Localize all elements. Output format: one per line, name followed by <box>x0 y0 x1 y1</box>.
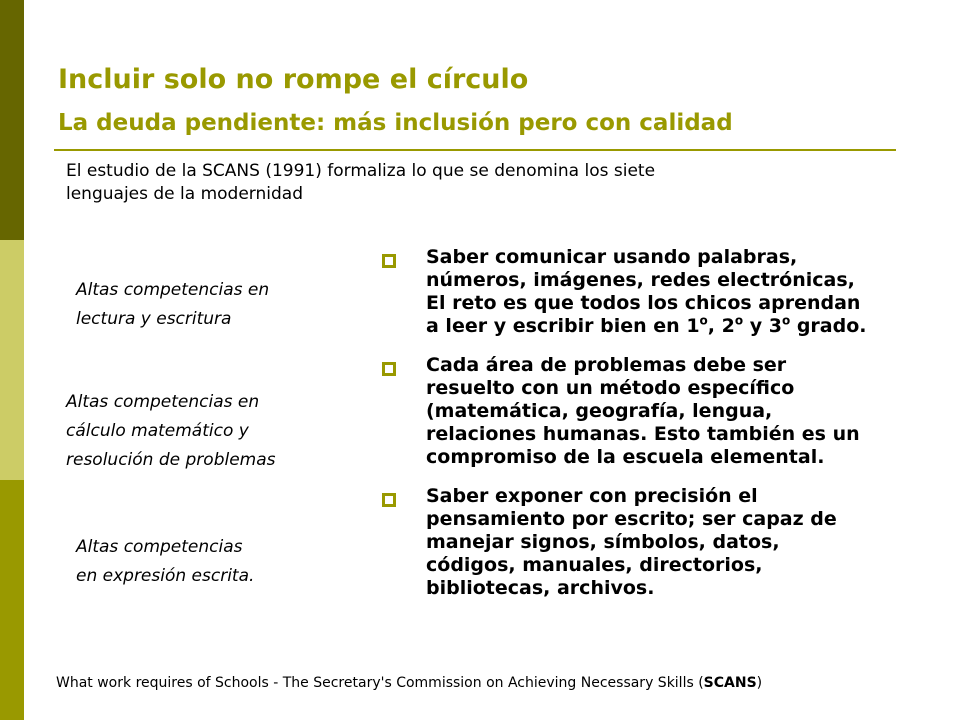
bullet-line: Saber exponer con precisión el <box>426 485 758 507</box>
bullet-problemas <box>370 354 940 469</box>
competencia-line: Altas competencias en <box>76 280 270 300</box>
bullet-list <box>370 246 940 616</box>
citation-text: What work requires of Schools - The Secretary's Commission on Achieving Necessary Skills ( <box>56 675 704 691</box>
slide-subtitle: La deuda pendiente: más inclusión pero con calidad <box>58 110 733 136</box>
competencia-line: lectura y escritura <box>76 309 232 329</box>
ordinal-mark: o <box>734 313 744 328</box>
competencia-line: Altas competencias <box>76 537 243 557</box>
bullet-line: Saber comunicar usando palabras, <box>426 246 798 268</box>
competencia-calculo <box>66 388 276 475</box>
title-divider <box>54 149 896 151</box>
bullet-line: resuelto con un método específico <box>426 377 795 399</box>
citation-acronym: SCANS <box>703 675 757 691</box>
bullet-exponer <box>370 485 940 600</box>
ordinal-mark: o <box>781 313 791 328</box>
competencia-expresion <box>76 533 254 591</box>
ordinal-mark: o <box>699 313 708 328</box>
bullet-line <box>426 315 940 338</box>
bullet-line: (matemática, geografía, lengua, <box>426 400 773 422</box>
bullet-comunicar <box>370 246 940 338</box>
bullet-text: y 3 <box>743 315 782 337</box>
bullet-text: grado. <box>790 315 867 337</box>
bullet-line: manejar signos, símbolos, datos, <box>426 531 780 553</box>
bullet-line: relaciones humanas. Esto también es un <box>426 423 860 445</box>
bullet-line: códigos, manuales, directorios, <box>426 554 763 576</box>
citation-close: ) <box>756 675 763 691</box>
source-citation <box>56 675 762 691</box>
bullet-line: Cada área de problemas debe ser <box>426 354 787 376</box>
competencia-line: Altas competencias en <box>66 392 260 412</box>
intro-text <box>66 160 866 206</box>
intro-line: El estudio de la SCANS (1991) formaliza lo que se denomina los siete <box>66 161 656 181</box>
bullet-text: , 2 <box>707 315 735 337</box>
bullet-line: números, imágenes, redes electrónicas, <box>426 269 855 291</box>
square-bullet-icon <box>382 362 396 376</box>
side-bar-top <box>0 0 24 240</box>
competencia-lectura <box>76 276 269 334</box>
side-bar-bottom <box>0 480 24 720</box>
bullet-line: pensamiento por escrito; ser capaz de <box>426 508 837 530</box>
competencia-line: en expresión escrita. <box>76 566 255 586</box>
slide-title: Incluir solo no rompe el círculo <box>58 64 529 95</box>
bullet-line: compromiso de la escuela elemental. <box>426 446 825 468</box>
intro-line: lenguajes de la modernidad <box>66 184 303 204</box>
bullet-text: a leer y escribir bien en 1 <box>426 315 700 337</box>
square-bullet-icon <box>382 493 396 507</box>
bullet-line: El reto es que todos los chicos aprendan <box>426 292 861 314</box>
side-bar-middle <box>0 240 24 480</box>
competencia-line: cálculo matemático y <box>66 421 249 441</box>
square-bullet-icon <box>382 254 396 268</box>
competencia-line: resolución de problemas <box>66 450 276 470</box>
bullet-line: bibliotecas, archivos. <box>426 577 655 599</box>
